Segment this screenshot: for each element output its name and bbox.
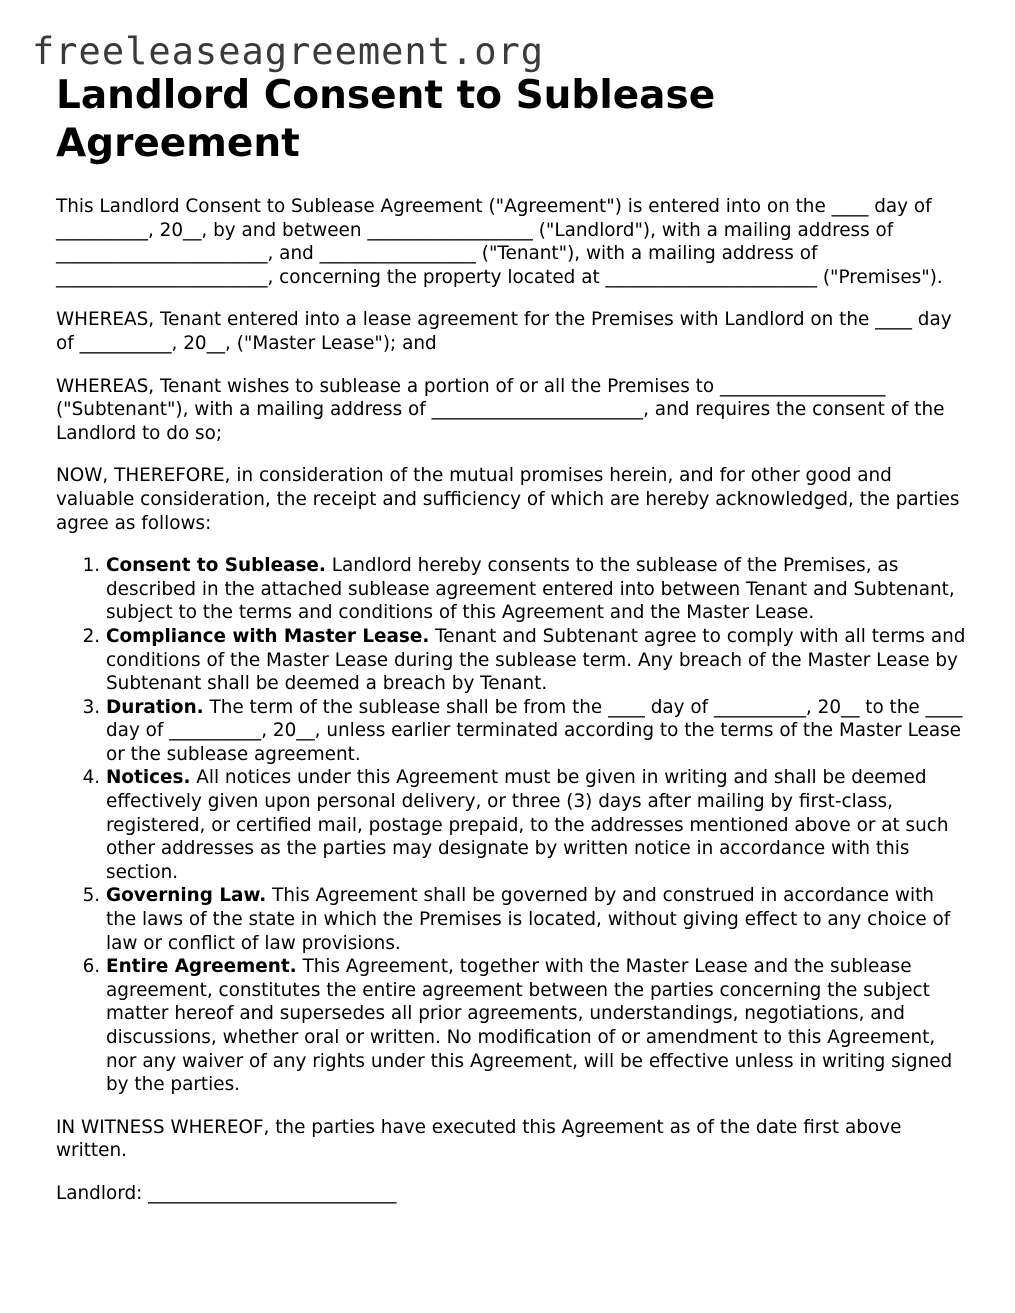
whereas-paragraph-2: WHEREAS, Tenant wishes to sublease a portion of or all the Premises to __________________ ("Subtenant"), with a mailing address of _______________________, and requires the consent of the Landlord to do so; [56,375,945,444]
clause-item [106,884,966,955]
whereas-paragraph-1: WHEREAS, Tenant entered into a lease agreement for the Premises with Landlord on the ____ day of __________, 20__, ("Master Lease"); and [56,309,952,354]
clause-title: Compliance with Master Lease. [106,625,430,647]
clause-item [106,696,966,767]
intro-paragraph: This Landlord Consent to Sublease Agreement ("Agreement") is entered into on the ____ day of __________, 20__, by and between __________________ ("Landlord"), with a mailing address of _______________________, and _________________ ("Tenant"), with a mailing address of _______________________, concerning the property located at _______________________ ("Premises"). [56,196,943,288]
clause-item [106,766,966,884]
clause-title: Notices. [106,767,191,789]
clause-text: All notices under this Agreement must be given in writing and shall be deemed effectively given upon personal delivery, or three (3) days after mailing by first-class, registered, or certified mail, postage prepaid, to the addresses mentioned above or at such other addresses as the parties may designate by written notice in accordance with this section. [106,767,949,883]
clause-title: Consent to Sublease. [106,555,326,577]
clause-item [106,554,966,625]
site-watermark: freeleaseagreement.org [32,30,545,73]
clause-title: Governing Law. [106,885,267,907]
document-body [56,72,966,1206]
clause-text: This Agreement, together with the Master Lease and the sublease agreement, constitutes the entire agreement between the parties concerning the subject matter hereof and supersedes all prior agreements, understandings, negotiations, and discussions, whether oral or written. No modification of or amendment to this Agreement, nor any waiver of any rights under this Agreement, will be effective unless in writing signed by the parties. [106,956,953,1096]
clause-text: Tenant and Subtenant agree to comply with all terms and conditions of the Master Lease during the sublease term. Any breach of the Master Lease by Subtenant shall be deemed a breach by Tenant. [106,625,966,695]
now-therefore-paragraph: NOW, THEREFORE, in consideration of the mutual promises herein, and for other good and valuable consideration, the receipt and sufficiency of which are hereby acknowledged, the parties agree as follows: [56,465,960,534]
clause-list [56,554,966,1097]
clause-title: Entire Agreement. [106,956,297,978]
clause-item [106,955,966,1097]
document-title: Landlord Consent to Sublease Agreement [56,73,716,166]
clause-title: Duration. [106,696,204,718]
clause-text: The term of the sublease shall be from the ____ day of __________, 20__ to the ____ day of __________, 20__, unless earlier terminated according to the terms of the Master Lease or the sublease agreement. [106,696,963,765]
clause-item [106,625,966,696]
clause-text: Landlord hereby consents to the sublease of the Premises, as described in the attached sublease agreement entered into between Tenant and Subtenant, subject to the terms and conditions of this Agreement and the Master Lease. [106,555,955,624]
clause-text: This Agreement shall be governed by and construed in accordance with the laws of the state in which the Premises is located, without giving effect to any choice of law or conflict of law provisions. [106,885,951,954]
witness-paragraph: IN WITNESS WHEREOF, the parties have executed this Agreement as of the date first above written. [56,1116,902,1162]
landlord-signature-line: Landlord: ___________________________ [56,1182,397,1204]
